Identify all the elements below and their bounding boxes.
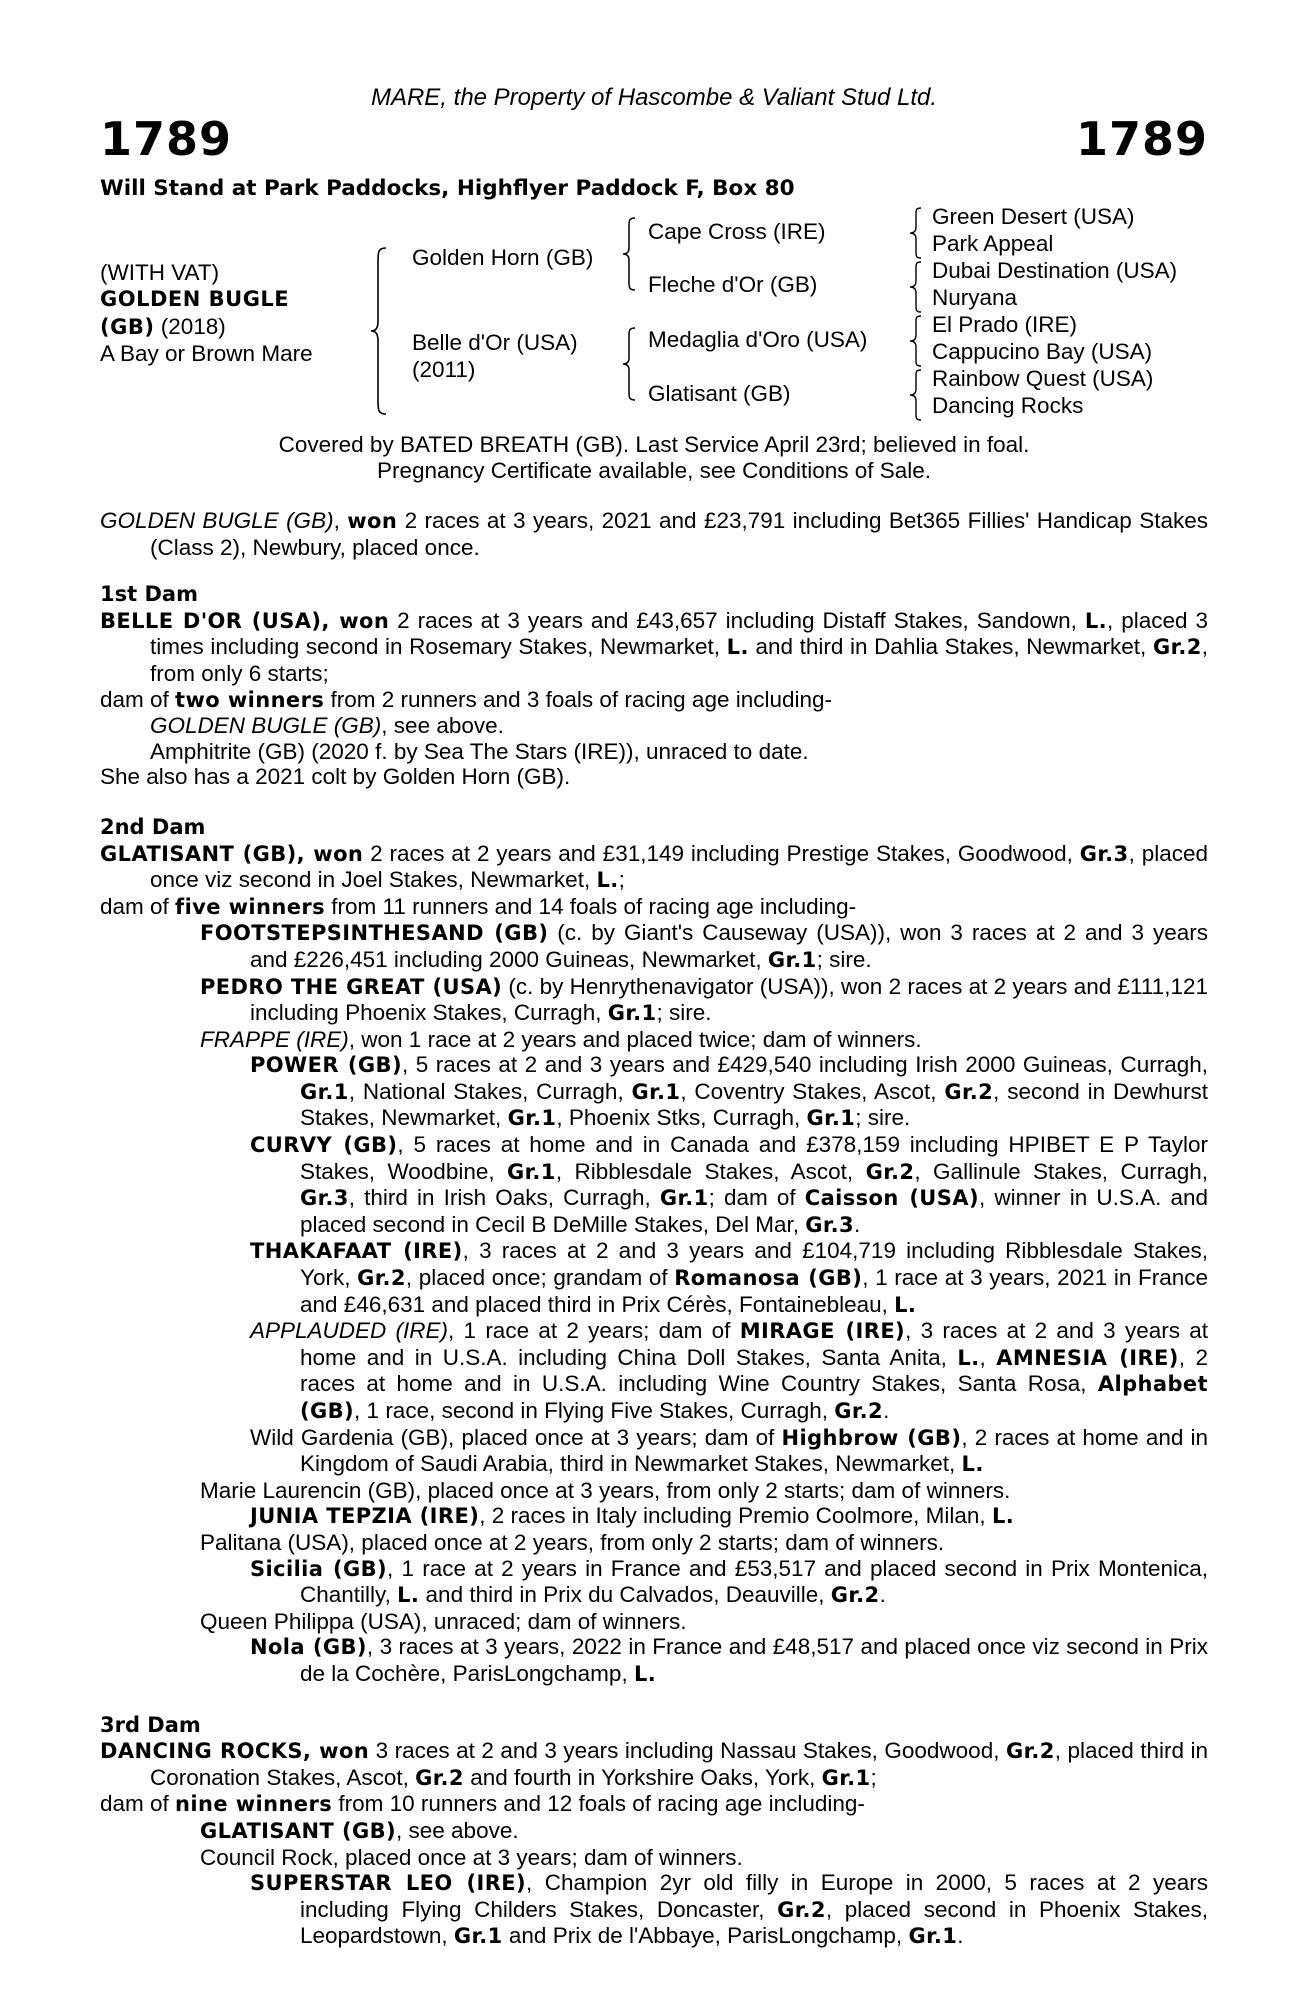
ancestor-ssd: Park Appeal — [932, 231, 1054, 256]
list-item: She also has a 2021 colt by Golden Horn (GB). — [100, 764, 571, 790]
dam-dam: Glatisant (GB) — [648, 381, 791, 406]
stand-location: Will Stand at Park Paddocks, Highflyer Paddock F, Box 80 — [100, 176, 795, 201]
list-item: Council Rock, placed once at 3 years; dam of winners. — [200, 1844, 743, 1870]
horse-origin-year — [100, 313, 226, 341]
third-dam-produce-summary: dam of nine winners from 10 runners and 12 foals of racing age including- — [100, 1791, 865, 1817]
brace-sd — [908, 260, 924, 314]
produce-record — [100, 508, 1208, 1950]
brace-ss — [908, 206, 924, 260]
list-item: FRAPPE (IRE), won 1 race at 2 years and placed twice; dam of winners. — [200, 1026, 922, 1052]
second-dam-record: GLATISANT (GB), won 2 races at 2 years and £31,149 including Prestige Stakes, Goodwood, Gr.3, placed once viz second in Joel Stakes, Newmarket, L.; — [100, 840, 1208, 893]
dam: Belle d'Or (USA) — [412, 330, 578, 355]
list-item: FOOTSTEPSINTHESAND (GB) (c. by Giant's Causeway (USA)), won 3 races at 2 and 3 years and £226,451 including 2000 Guineas, Newmarket, Gr.1; sire. — [200, 920, 1208, 972]
sire-sire: Cape Cross (IRE) — [648, 219, 826, 244]
list-item: Sicilia (GB), 1 race at 2 years in France and £53,517 and placed second in Prix Montenica, Chantilly, L. and third in Prix du Calvados, Deauville, Gr.2. — [250, 1555, 1209, 1608]
horse-country: (GB) — [100, 315, 155, 339]
list-item: POWER (GB), 5 races at 2 and 3 years and £429,540 including Irish 2000 Guineas, Curragh, Gr.1, National Stakes, Curragh, Gr.1, Coventry Stakes, Ascot, Gr.2, second in Dewhurst Stakes, Newmarket, Gr.1, Phoenix Stks, Curragh, Gr.1; sire. — [250, 1052, 1209, 1131]
horse-description: A Bay or Brown Mare — [100, 341, 313, 366]
vat-note: (WITH VAT) — [100, 260, 220, 285]
horse-name: GOLDEN BUGLE — [100, 287, 290, 311]
catalogue-page — [100, 0, 1208, 2000]
list-item: GOLDEN BUGLE (GB), see above. — [150, 713, 504, 739]
list-item: Nola (GB), 3 races at 3 years, 2022 in France and £48,517 and placed once viz second in Prix de la Cochère, ParisLongchamp, L. — [250, 1634, 1208, 1686]
first-dam-produce-summary: dam of two winners from 2 runners and 3 foals of racing age including- — [100, 686, 833, 712]
horse-year: (2018) — [160, 314, 226, 339]
list-item: PEDRO THE GREAT (USA) (c. by Henrythenavigator (USA)), won 2 races at 2 years and £111,121 including Phoenix Stakes, Curragh, Gr.1; sire. — [200, 973, 1208, 1026]
covered-line-1: Covered by BATED BREATH (GB). Last Service April 23rd; believed in foal. — [278, 432, 1030, 457]
list-item: SUPERSTAR LEO (IRE), Champion 2yr old filly in Europe in 2000, 5 races at 2 years including Flying Childers Stakes, Doncaster, Gr.2, placed second in Phoenix Stakes, Leopardstown, Gr.1 and Prix de l'Abbaye, ParisLongchamp, Gr.1. — [250, 1870, 1208, 1949]
brace-ds — [908, 314, 924, 368]
intro-horse-name: GOLDEN BUGLE (GB) — [100, 508, 334, 533]
third-dam-record: DANCING ROCKS, won 3 races at 2 and 3 years including Nassau Stakes, Goodwood, Gr.2, placed third in Coronation Stakes, Ascot, Gr.2 and fourth in Yorkshire Oaks, York, Gr.1; — [100, 1738, 1208, 1790]
intro-paragraph: GOLDEN BUGLE (GB), won 2 races at 3 years, 2021 and £23,791 including Bet365 Fillies' Handicap Stakes (Class 2), Newbury, placed once. — [100, 508, 1208, 560]
brace-sire — [620, 216, 638, 292]
second-dam-produce-summary: dam of five winners from 11 runners and 14 foals of racing age including- — [100, 893, 857, 919]
list-item: Wild Gardenia (GB), placed once at 3 years; dam of Highbrow (GB), 2 races at home and in Kingdom of Saudi Arabia, third in Newmarket Stakes, Newmarket, L. — [250, 1424, 1209, 1477]
first-dam-heading: 1st Dam — [100, 582, 198, 607]
list-item: APPLAUDED (IRE), 1 race at 2 years; dam of MIRAGE (IRE), 3 races at 2 and 3 years at home and in U.S.A. including China Doll Stakes, Santa Anita, L., AMNESIA (IRE), 2 races at home and in U.S.A. including Wine Country Stakes, Santa Rosa, Alphabet (GB), 1 race, second in Flying Five Stakes, Curragh, Gr.2. — [250, 1318, 1208, 1423]
list-item: Palitana (USA), placed once at 2 years, from only 2 starts; dam of winners. — [200, 1529, 945, 1555]
list-item: Amphitrite (GB) (2020 f. by Sea The Stars (IRE)), unraced to date. — [150, 738, 809, 764]
list-item: CURVY (GB), 5 races at home and in Canada and £378,159 including HPIBET E P Taylor Stakes, Woodbine, Gr.1, Ribblesdale Stakes, Ascot, Gr.2, Gallinule Stakes, Curragh, Gr.3, third in Irish Oaks, Curragh, Gr.1; dam of Caisson (USA), winner in U.S.A. and placed second in Cecil B DeMille Stakes, Del Mar, Gr.3. — [250, 1132, 1209, 1237]
ancestor-dss: El Prado (IRE) — [932, 312, 1078, 337]
ancestor-sss: Green Desert (USA) — [932, 204, 1135, 229]
second-dam-heading: 2nd Dam — [100, 814, 206, 839]
pedigree-table — [100, 206, 1208, 426]
brace-gen1 — [368, 246, 390, 416]
list-item: GLATISANT (GB), see above. — [200, 1817, 519, 1843]
list-item: JUNIA TEPZIA (IRE), 2 races in Italy including Premio Coolmore, Milan, L. — [250, 1503, 1015, 1529]
ancestor-dds: Rainbow Quest (USA) — [932, 366, 1154, 391]
list-item: Queen Philippa (USA), unraced; dam of winners. — [200, 1608, 687, 1634]
first-dam-record: BELLE D'OR (USA), won 2 races at 3 years and £43,657 including Distaff Stakes, Sandown, L., placed 3 times including second in Rosemary Stakes, Newmarket, L. and third in Dahlia Stakes, Newmarket, Gr.2, from only 6 starts; — [100, 607, 1209, 686]
lot-number-right: 1789 — [1075, 112, 1208, 166]
covering-note — [100, 432, 1208, 484]
list-item: Marie Laurencin (GB), placed once at 3 years, from only 2 starts; dam of winners. — [200, 1477, 1011, 1503]
covered-line-2: Pregnancy Certificate available, see Conditions of Sale. — [376, 458, 932, 483]
sire: Golden Horn (GB) — [412, 245, 594, 270]
ancestor-sdd: Nuryana — [932, 285, 1018, 310]
dam-year: (2011) — [412, 357, 476, 382]
page-header-title: MARE, the Property of Hascombe & Valiant Stud Ltd. — [370, 84, 938, 111]
brace-dam — [620, 326, 638, 402]
sire-dam: Fleche d'Or (GB) — [648, 272, 818, 297]
brace-dd — [908, 368, 924, 422]
intro-won: won — [347, 509, 398, 533]
third-dam-heading: 3rd Dam — [100, 1712, 201, 1737]
dam-sire: Medaglia d'Oro (USA) — [648, 327, 868, 352]
ancestor-dsd: Cappucino Bay (USA) — [932, 339, 1153, 364]
list-item: THAKAFAAT (IRE), 3 races at 2 and 3 years and £104,719 including Ribblesdale Stakes, York, Gr.2, placed once; grandam of Romanosa (GB), 1 race at 3 years, 2021 in France and £46,631 and placed third in Prix Cérès, Fontainebleau, L. — [250, 1238, 1209, 1317]
lot-number-left: 1789 — [100, 112, 233, 166]
ancestor-sds: Dubai Destination (USA) — [932, 258, 1178, 283]
ancestor-ddd: Dancing Rocks — [932, 393, 1084, 418]
